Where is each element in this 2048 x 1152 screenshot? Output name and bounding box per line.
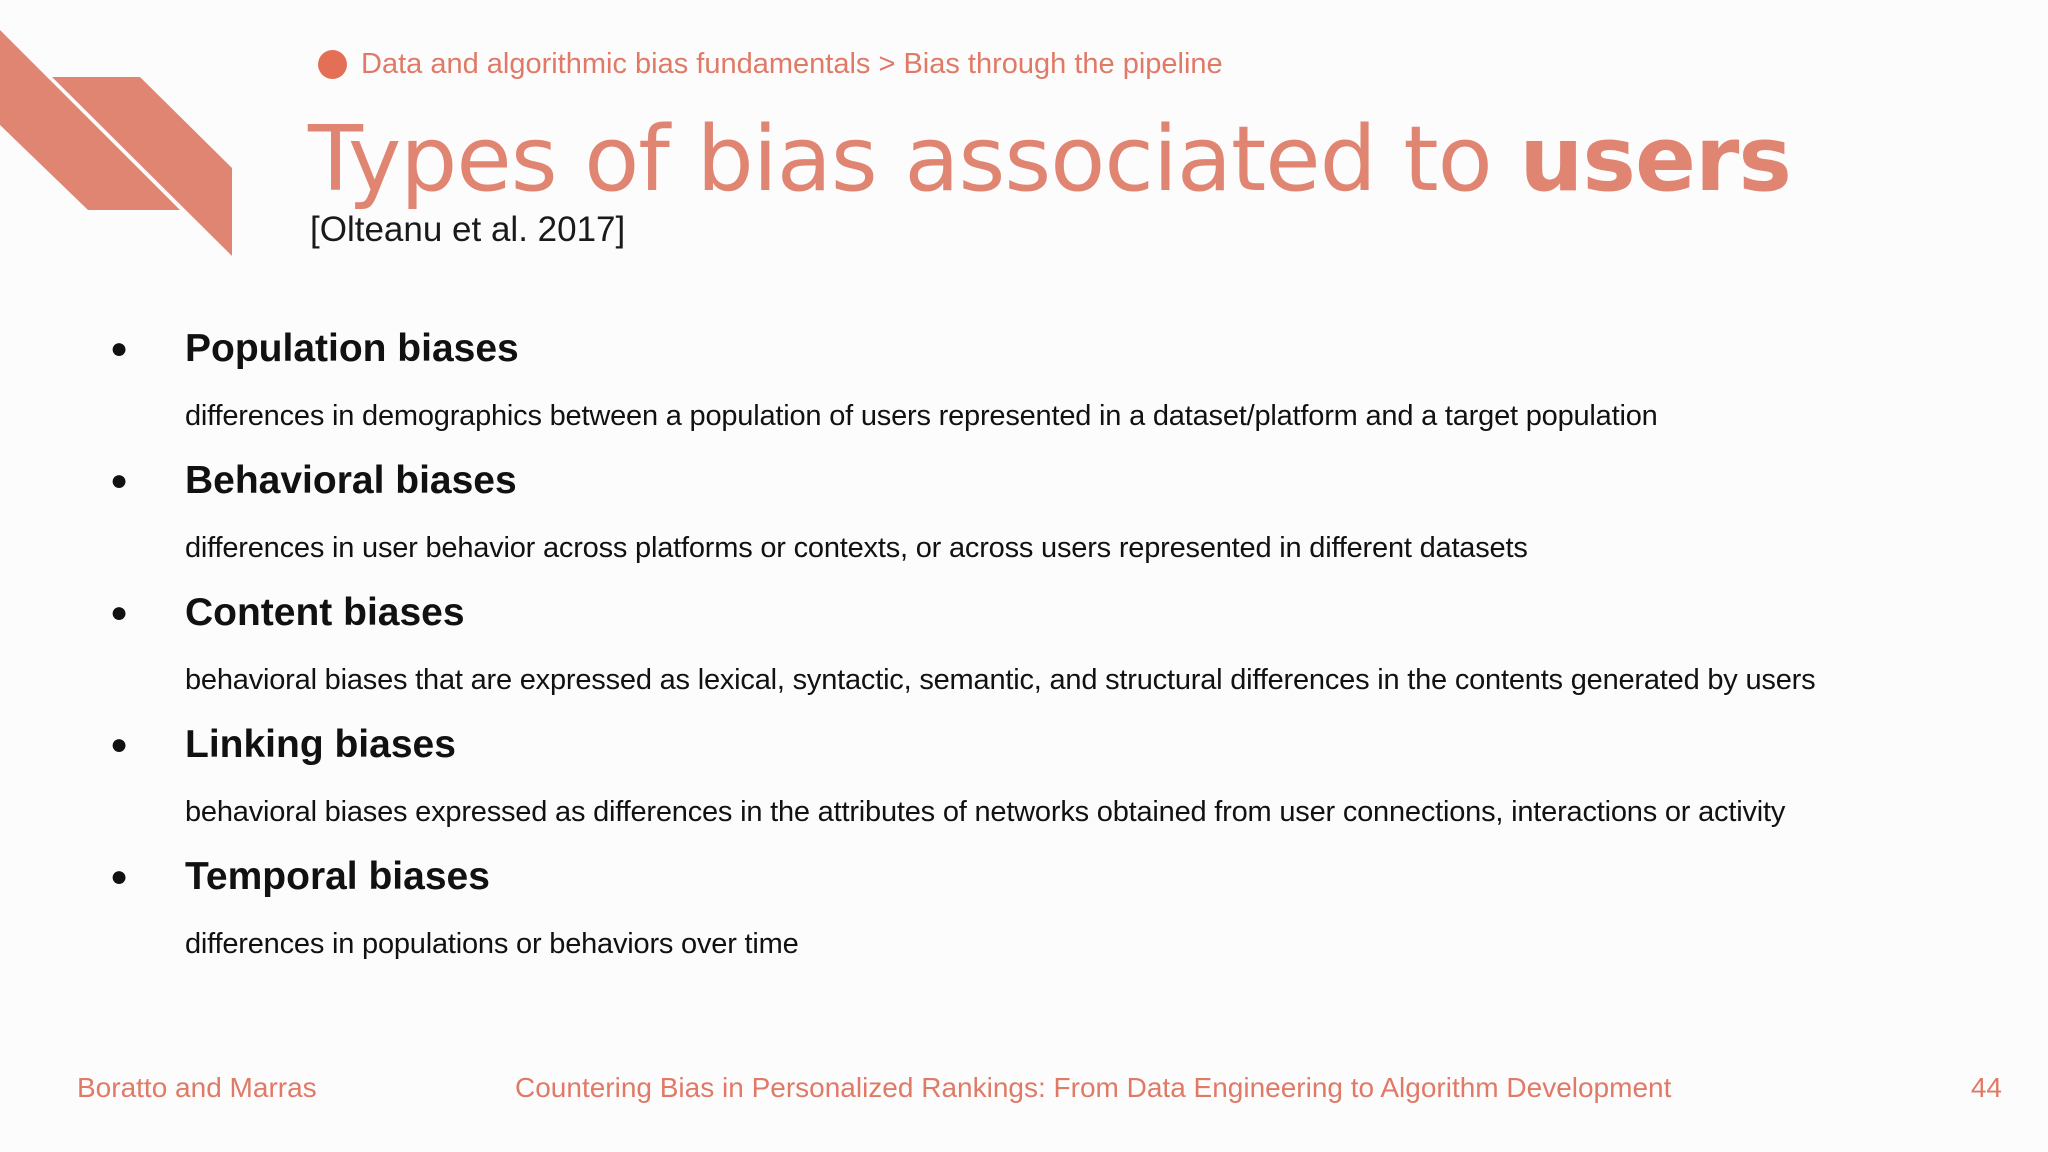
bias-definition: differences in demographics between a population of users represented in a dataset/platform and a target population — [185, 400, 1658, 432]
bias-definition: behavioral biases that are expressed as lexical, syntactic, semantic, and structural differences in the contents generated by users — [185, 664, 1816, 696]
bullet-icon: ● — [110, 464, 129, 497]
bullet-icon: ● — [110, 596, 129, 629]
bias-item-population — [0, 328, 2048, 460]
footer-presentation-title: Countering Bias in Personalized Rankings: From Data Engineering to Algorithm Development — [515, 1072, 1672, 1103]
bias-term: Temporal biases — [185, 855, 490, 898]
bias-definition: behavioral biases expressed as differences in the attributes of networks obtained from user connections, interactions or activity — [185, 796, 1786, 828]
bias-term: Linking biases — [185, 723, 456, 766]
bias-term: Population biases — [185, 327, 519, 370]
page-number: 44 — [1970, 1072, 2002, 1103]
bullet-icon: ● — [110, 728, 129, 761]
bias-item-content — [0, 592, 2048, 724]
breadcrumb-text: Data and algorithmic bias fundamentals > Bias through the pipeline — [361, 48, 1223, 80]
bullet-icon: ● — [110, 332, 129, 365]
slide-title-emphasis: users — [1519, 107, 1791, 212]
bias-item-behavioral — [0, 460, 2048, 592]
bias-item-linking — [0, 724, 2048, 856]
bias-definition: differences in user behavior across platforms or contexts, or across users represented in different datasets — [185, 532, 1528, 564]
bias-term: Behavioral biases — [185, 459, 517, 502]
footer-authors: Boratto and Marras — [77, 1072, 317, 1103]
bias-definition: differences in populations or behaviors over time — [185, 928, 799, 960]
bullet-icon: ● — [110, 860, 129, 893]
slide-title-prefix: Types of bias associated to — [308, 107, 1520, 212]
bias-term: Content biases — [185, 591, 465, 634]
bias-item-temporal — [0, 856, 2048, 988]
citation: [Olteanu et al. 2017] — [310, 210, 626, 249]
